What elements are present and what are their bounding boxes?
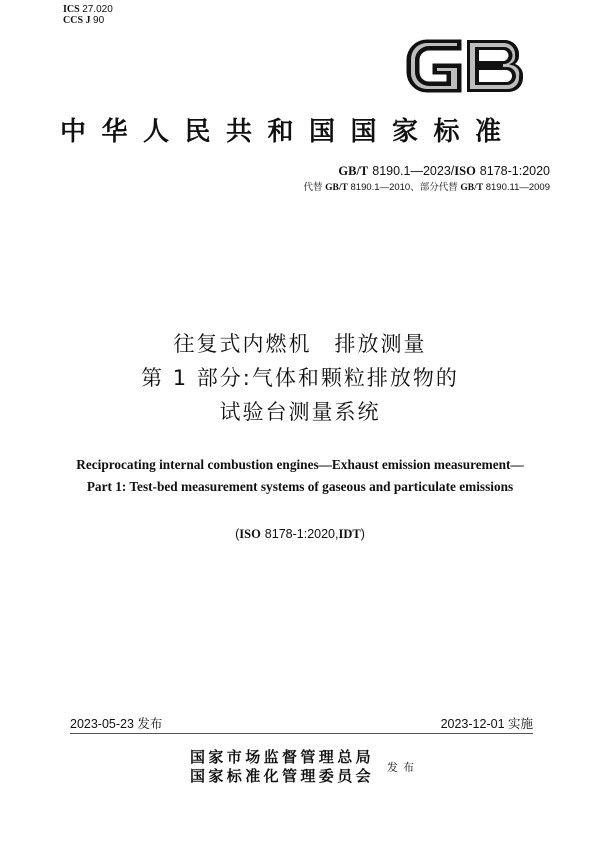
dates-row [70, 716, 533, 732]
english-title-line-2: Part 1: Test-bed measurement systems of gaseous and particulate emissions [86, 479, 514, 494]
divider-line [70, 733, 533, 734]
gb-logo-icon [405, 38, 527, 94]
english-title-line-1: Reciprocating internal combustion engines—Exhaust emission measurement— [76, 457, 524, 472]
chinese-title-line-1: 往复式内燃机 排放测量 [173, 332, 427, 356]
implement-date: 2023-12-01 实施 [440, 717, 533, 731]
publisher-sac: 国家标准化管理委员会 [190, 767, 375, 785]
ics-code: ICS 27.020 [63, 4, 113, 15]
publisher-samr: 国家市场监督管理总局 [190, 748, 375, 766]
classification-codes [63, 4, 113, 26]
publish-label: 发布 [387, 761, 419, 774]
standard-number: GB/T 8190.1—2023/ISO 8178-1:2020 [338, 164, 550, 178]
publish-date: 2023-05-23 发布 [70, 717, 163, 731]
chinese-title-line-3: 试验台测量系统 [219, 400, 381, 424]
english-title [0, 454, 600, 498]
chinese-title [0, 327, 600, 429]
iso-equivalence: (ISO 8178-1:2020,IDT) [235, 527, 365, 541]
ccs-code: CCS J 90 [63, 15, 105, 26]
replaces-line: 代替 GB/T 8190.1—2010、部分代替 GB/T 8190.11—2009 [303, 182, 550, 193]
gb-logo [405, 38, 527, 94]
chinese-title-line-2: 第 1 部分:气体和颗粒排放物的 [141, 366, 459, 390]
national-standard-title: 中华人民共和国国家标准 [60, 117, 517, 147]
publishers [190, 748, 374, 786]
